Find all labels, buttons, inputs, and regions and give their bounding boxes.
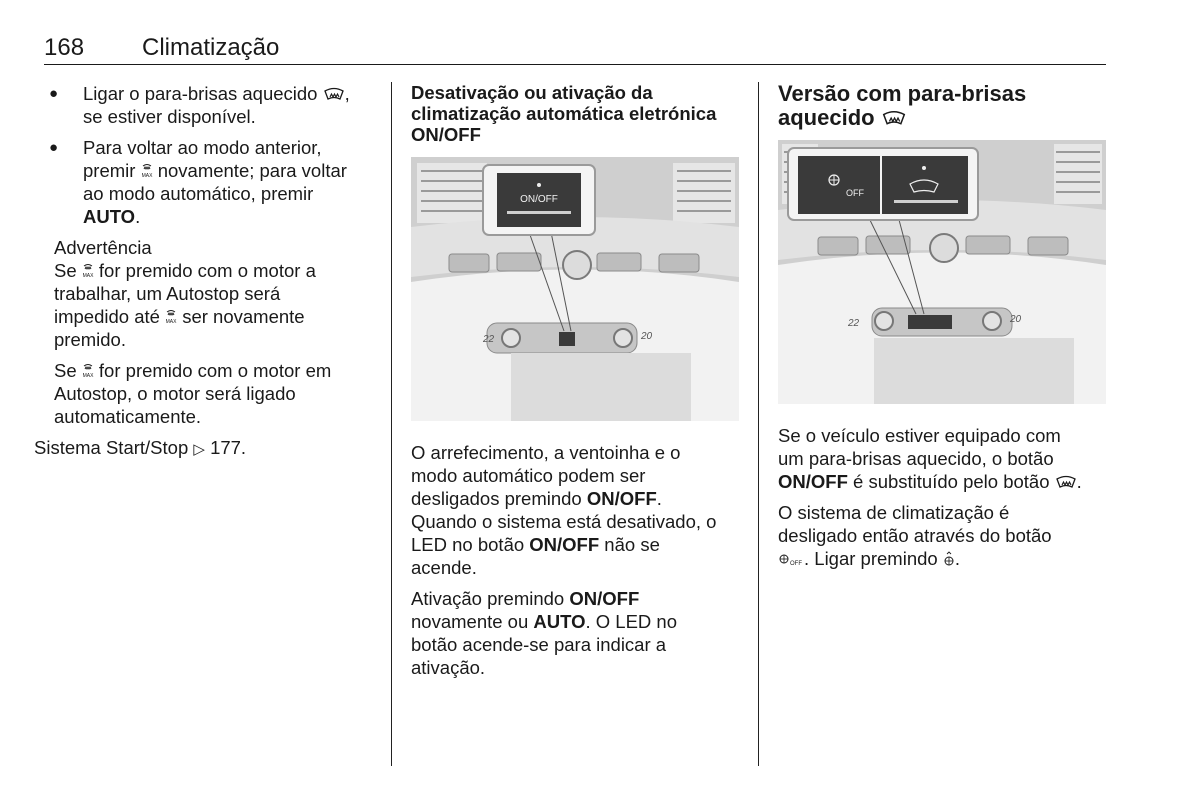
column-3 [778, 82, 1108, 578]
column-divider-right [758, 82, 759, 766]
chapter-title: Climatização [142, 34, 280, 61]
page-header [44, 34, 1106, 65]
cross-reference[interactable]: Sistema Start/Stop ▷ 177. [34, 437, 247, 458]
max-defrost-icon [82, 363, 94, 379]
warning-box [44, 236, 379, 428]
heated-windscreen-icon [881, 110, 907, 126]
paragraph: Se o veículo estiver equipado com um para-brisas aquecido, o botão ON/OFF é substituído pelo botão . [778, 425, 1082, 492]
warning-paragraph: Se MAX for premido com o motor em Autostop, o motor será ligado automaticamente. [54, 360, 332, 427]
svg-text:MAX: MAX [82, 373, 94, 379]
warning-paragraph: Se MAX for premido com o motor a trabalhar, um Autostop será impedido até MAX ser novamente premido. [54, 260, 316, 350]
max-defrost-icon [141, 163, 153, 179]
heated-windscreen-button-figure [778, 140, 1106, 404]
section-heading: Versão com para-brisas aquecido [778, 81, 1027, 130]
list-item: ● Para voltar ao modo anterior, premir MAX novamente; para voltar ao modo automático, premir AUTO. [44, 136, 379, 228]
column-1 [34, 82, 379, 469]
column-2 [411, 82, 746, 687]
section-heading: Desativação ou ativação da climatização automática eletrónica ON/OFF [411, 82, 717, 145]
paragraph: Ativação premindo ON/OFF novamente ou AUTO. O LED no botão acende-se para indicar a ativação. [411, 588, 677, 678]
max-defrost-icon [82, 263, 94, 279]
svg-text:MAX: MAX [82, 273, 94, 279]
list-item: ● Ligar o para-brisas aquecido , se estiver disponível. [44, 82, 379, 128]
svg-text:22: 22 [483, 334, 495, 345]
svg-text:MAX: MAX [165, 319, 177, 325]
warning-title: Advertência [54, 237, 152, 258]
bullet-list [44, 82, 379, 228]
heated-windscreen-icon [323, 87, 345, 101]
fan-on-icon [943, 551, 955, 567]
page-number: 168 [44, 34, 85, 61]
on-off-button-figure [411, 157, 739, 421]
svg-text:MAX: MAX [141, 173, 152, 179]
paragraph: O sistema de climatização é desligado então através do botão OFF . Ligar premindo . [778, 502, 1052, 569]
svg-text:ON/OFF: ON/OFF [520, 194, 558, 205]
svg-text:20: 20 [1010, 314, 1022, 325]
svg-text:OFF: OFF [790, 561, 802, 567]
fan-off-icon [778, 553, 804, 567]
paragraph: O arrefecimento, a ventoinha e o modo automático podem ser desligados premindo ON/OFF. Quando o sistema está desativado, o LED no botão ON/OFF não se acende. [411, 442, 717, 578]
page-ref-arrow-icon: ▷ [193, 441, 205, 458]
svg-text:22: 22 [848, 318, 860, 329]
heated-windscreen-icon [1055, 475, 1077, 489]
max-defrost-icon [165, 309, 177, 325]
column-divider-left [391, 82, 392, 766]
svg-text:20: 20 [641, 331, 653, 342]
svg-text:OFF: OFF [846, 188, 864, 198]
